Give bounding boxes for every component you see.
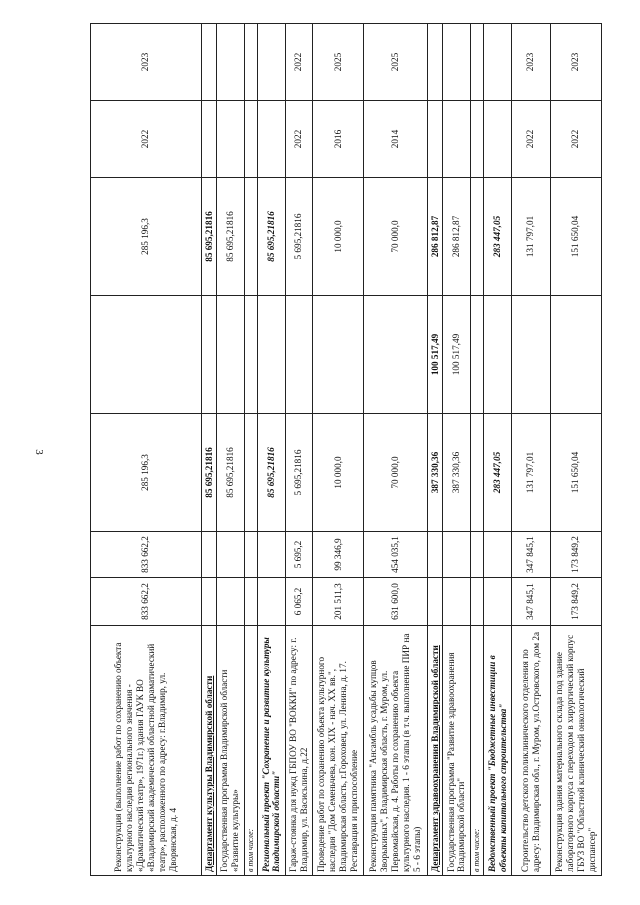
row-value-cell-c1: 6 065,2: [285, 578, 312, 626]
row-value-cell-c3: 70 000,0: [364, 414, 427, 532]
row-value-cell-c1: 173 849,2: [550, 578, 601, 626]
row-value-cell-c2: [258, 532, 285, 578]
table-row: [364, 24, 427, 876]
row-value-cell-c1: [217, 578, 244, 626]
row-value-cell-c2: [484, 532, 511, 578]
row-value-cell-c4: [244, 296, 258, 414]
row-value-cell-c2: [427, 532, 442, 578]
row-value-cell-c6: 2022: [550, 101, 601, 178]
row-value-cell-c5: 286 812,87: [427, 178, 442, 296]
row-value-cell-c2: 454 035,1: [364, 532, 427, 578]
row-value-cell-c6: [244, 101, 258, 178]
table-row: [285, 24, 312, 876]
row-value-cell-c4: [91, 296, 202, 414]
table-row: [484, 24, 511, 876]
row-name-cell: Строительство детского поликлинического отделения по адресу: Владимирская обл., г. Муром, ул.Островского, дом 2а: [511, 626, 550, 876]
row-value-cell-c5: [244, 178, 258, 296]
row-value-cell-c1: [258, 578, 285, 626]
row-value-cell-c4: [511, 296, 550, 414]
row-value-cell-c2: [244, 532, 258, 578]
row-value-cell-c1: [443, 578, 470, 626]
row-value-cell-c2: 347 845,1: [511, 532, 550, 578]
row-value-cell-c7: [484, 24, 511, 101]
row-value-cell-c3: 85 695,21816: [201, 414, 216, 532]
row-value-cell-c7: [201, 24, 216, 101]
row-value-cell-c5: 151 650,04: [550, 178, 601, 296]
row-value-cell-c4: [364, 296, 427, 414]
row-value-cell-c7: [217, 24, 244, 101]
row-value-cell-c2: 99 346,9: [313, 532, 364, 578]
row-value-cell-c1: 631 600,0: [364, 578, 427, 626]
table-row: [258, 24, 285, 876]
row-value-cell-c6: [201, 101, 216, 178]
table-row: [91, 24, 202, 876]
row-value-cell-c5: [470, 178, 484, 296]
row-value-cell-c7: [244, 24, 258, 101]
table-row: [244, 24, 258, 876]
row-value-cell-c5: 286 812,87: [443, 178, 470, 296]
row-value-cell-c3: 387 330,36: [427, 414, 442, 532]
row-value-cell-c2: [470, 532, 484, 578]
row-value-cell-c3: [244, 414, 258, 532]
row-value-cell-c3: 85 695,21816: [258, 414, 285, 532]
row-value-cell-c3: 5 695,21816: [285, 414, 312, 532]
row-value-cell-c6: [258, 101, 285, 178]
row-value-cell-c4: [217, 296, 244, 414]
row-value-cell-c6: [217, 101, 244, 178]
row-value-cell-c2: [217, 532, 244, 578]
row-value-cell-c2: 173 849,2: [550, 532, 601, 578]
row-value-cell-c7: 2022: [285, 24, 312, 101]
row-value-cell-c7: [470, 24, 484, 101]
row-value-cell-c5: 85 695,21816: [217, 178, 244, 296]
row-value-cell-c1: [244, 578, 258, 626]
row-value-cell-c5: 283 447,05: [484, 178, 511, 296]
row-value-cell-c5: 70 000,0: [364, 178, 427, 296]
row-value-cell-c5: 285 196,3: [91, 178, 202, 296]
sideways-table-wrapper: [90, 24, 602, 876]
row-value-cell-c3: 131 797,01: [511, 414, 550, 532]
row-value-cell-c6: 2022: [285, 101, 312, 178]
table-row: [511, 24, 550, 876]
row-value-cell-c6: 2022: [511, 101, 550, 178]
row-value-cell-c7: 2025: [313, 24, 364, 101]
row-name-cell: Департамент здравоохранения Владимирской области: [427, 626, 442, 876]
row-value-cell-c7: 2023: [550, 24, 601, 101]
row-name-cell: Департамент культуры Владимирской области: [201, 626, 216, 876]
row-value-cell-c2: [443, 532, 470, 578]
row-name-cell: Государственная программа "Развитие здравоохранения Владимирской области": [443, 626, 470, 876]
row-value-cell-c4: [258, 296, 285, 414]
row-value-cell-c3: [470, 414, 484, 532]
row-value-cell-c5: 85 695,21816: [258, 178, 285, 296]
row-value-cell-c6: [443, 101, 470, 178]
row-name-cell: Реконструкция (выполнение работ по сохранению объекта культурного наследия регионального значения - «Драматический театр», 1971г.) здания ГАУК ВО «Владимирский академический областной драматический театр», расположенного по адресу: г.Владимир, ул. Дворянская, д. 4: [91, 626, 202, 876]
row-value-cell-c4: [201, 296, 216, 414]
row-value-cell-c1: [484, 578, 511, 626]
row-name-cell: Гараж-стоянка для нужд ГБПОУ ВО "ВОККИ" по адресу: г. Владимир, ул. Васисьлина, д.22: [285, 626, 312, 876]
row-value-cell-c1: [201, 578, 216, 626]
row-value-cell-c2: 833 662,2: [91, 532, 202, 578]
table-row: [550, 24, 601, 876]
row-value-cell-c7: [427, 24, 442, 101]
table-row: [201, 24, 216, 876]
row-name-cell: в том числе:: [244, 626, 258, 876]
row-value-cell-c4: 100 517,49: [427, 296, 442, 414]
table-row: [470, 24, 484, 876]
row-value-cell-c7: 2025: [364, 24, 427, 101]
row-value-cell-c5: 85 695,21816: [201, 178, 216, 296]
row-value-cell-c1: [470, 578, 484, 626]
row-value-cell-c4: [550, 296, 601, 414]
row-name-cell: в том числе:: [470, 626, 484, 876]
row-value-cell-c7: 2023: [91, 24, 202, 101]
table-row: [443, 24, 470, 876]
row-value-cell-c6: [484, 101, 511, 178]
page-number: 3: [32, 449, 45, 455]
row-name-cell: Государственная программа Владимирской области «Развитие культуры»: [217, 626, 244, 876]
row-name-cell: Проведение работ по сохранению объекта культурного наследия "Дом Семеньчева, кон. XIX - нач. XX вв.", Владимирская область, г.Гороховец, ул. Ленина, д. 17. Реставрация и приспособление: [313, 626, 364, 876]
investment-table: [90, 23, 602, 876]
row-value-cell-c2: [201, 532, 216, 578]
row-value-cell-c5: 5 695,21816: [285, 178, 312, 296]
row-name-cell: Ведомственный проект "Бюджетные инвестиции в объекты капитального строительства": [484, 626, 511, 876]
row-value-cell-c6: [470, 101, 484, 178]
row-name-cell: Реконструкция памятника "Ансамбль усадьбы купцов Зворыкиных", Владимирская область, г. Муром, ул. Первомайская, д. 4. Работы по сохранению объекта культурного наследия. 1 - 6 этапы (в т.ч. выполнение ПИР на 5 - 6 этапы): [364, 626, 427, 876]
row-name-cell: Реконструкция здания материального склада под здание лабораторного корпуса с переходом в хирургический корпус ГБУЗ ВО "Областной клинический онкологический диспансер": [550, 626, 601, 876]
row-value-cell-c1: 201 511,3: [313, 578, 364, 626]
row-value-cell-c1: 833 662,2: [91, 578, 202, 626]
row-value-cell-c3: 387 330,36: [443, 414, 470, 532]
table-row: [427, 24, 442, 876]
row-value-cell-c7: 2023: [511, 24, 550, 101]
row-value-cell-c6: 2016: [313, 101, 364, 178]
row-value-cell-c4: [285, 296, 312, 414]
row-value-cell-c6: [427, 101, 442, 178]
row-value-cell-c5: 10 000,0: [313, 178, 364, 296]
table-row: [313, 24, 364, 876]
row-value-cell-c5: 131 797,01: [511, 178, 550, 296]
row-value-cell-c3: 283 447,05: [484, 414, 511, 532]
row-value-cell-c6: 2014: [364, 101, 427, 178]
row-value-cell-c4: [470, 296, 484, 414]
row-value-cell-c1: 347 845,1: [511, 578, 550, 626]
row-value-cell-c3: 85 695,21816: [217, 414, 244, 532]
row-value-cell-c3: 10 000,0: [313, 414, 364, 532]
row-value-cell-c6: 2022: [91, 101, 202, 178]
row-value-cell-c4: [484, 296, 511, 414]
row-value-cell-c2: 5 695,2: [285, 532, 312, 578]
row-value-cell-c4: 100 517,49: [443, 296, 470, 414]
row-name-cell: Региональный проект "Сохранение и развитие культуры Владимирской области": [258, 626, 285, 876]
row-value-cell-c7: [443, 24, 470, 101]
row-value-cell-c1: [427, 578, 442, 626]
row-value-cell-c7: [258, 24, 285, 101]
row-value-cell-c4: [313, 296, 364, 414]
table-row: [217, 24, 244, 876]
row-value-cell-c3: 151 650,04: [550, 414, 601, 532]
row-value-cell-c3: 285 196,3: [91, 414, 202, 532]
